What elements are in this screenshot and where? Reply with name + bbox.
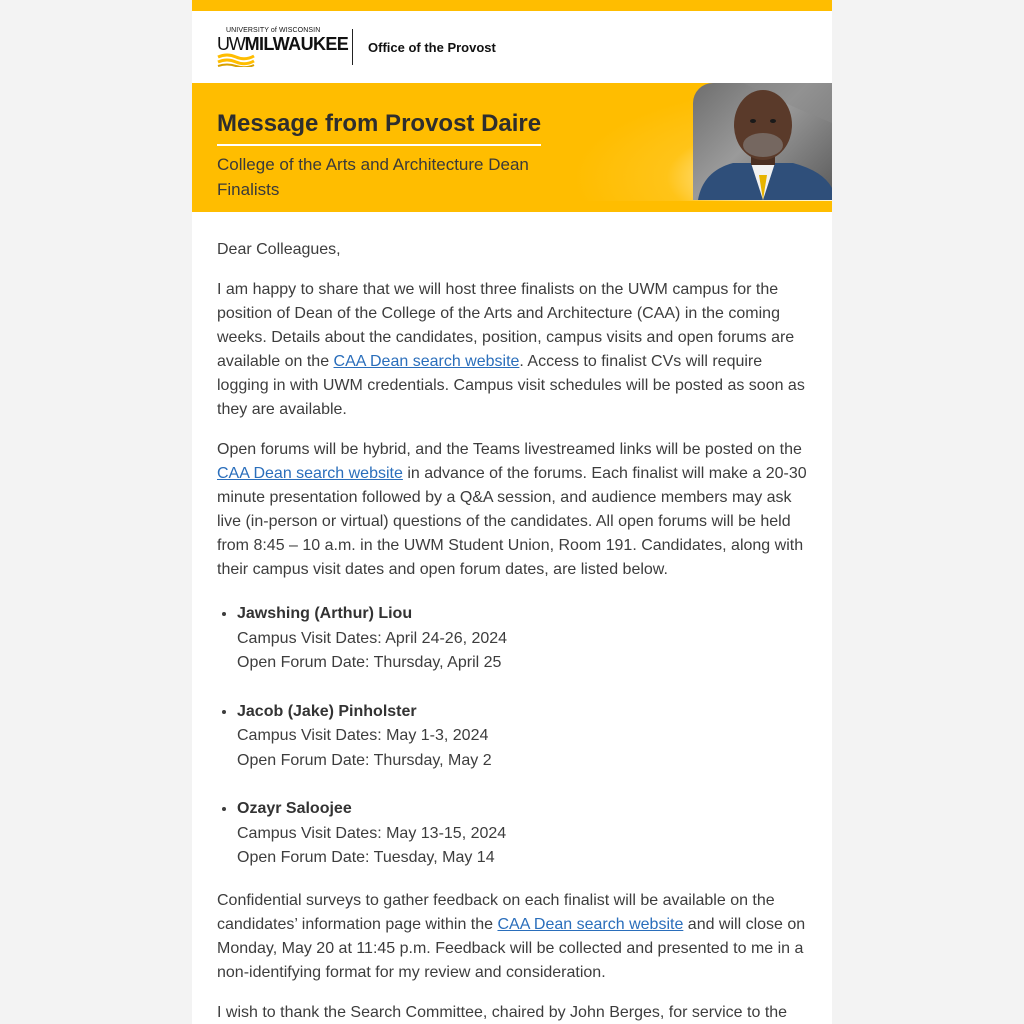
candidate-name: Jawshing (Arthur) Liou [237, 605, 413, 622]
banner-underline [217, 144, 541, 146]
caa-search-link[interactable]: CAA Dean search website [217, 465, 403, 482]
logo-wordmark: UWMILWAUKEE [217, 34, 349, 54]
candidate-list [237, 602, 807, 871]
email-body [192, 212, 832, 1024]
list-item [237, 797, 807, 871]
provost-portrait-icon [693, 83, 832, 200]
visit-dates: Campus Visit Dates: April 24-26, 2024 [237, 629, 508, 647]
visit-dates: Campus Visit Dates: May 13-15, 2024 [237, 824, 507, 842]
paragraph-surveys: Confidential surveys to gather feedback on each finalist will be available on the candidates’ information page within the CAA Dean search website and will close on Monday, May 20 at 11:45 p.m. Feedback will be collected and presented to me in a non-identifying format for my review and consideration. [217, 891, 806, 981]
uwm-logo[interactable] [217, 27, 349, 67]
logo-wave-icon [217, 53, 255, 67]
email-container [192, 0, 832, 1024]
banner-subtitle: College of the Arts and Architecture Dean Finalists [217, 155, 529, 199]
greeting: Dear Colleagues, [217, 241, 341, 258]
list-item [237, 700, 807, 774]
paragraph-intro: I am happy to share that we will host three finalists on the UWM campus for the position of Dean of the College of the Arts and Architecture (CAA) in the coming weeks. Details about the candidates, position, campus visits and open forums are available on the CAA Dean search website. Access to finalist CVs will require logging in with UWM credentials. Campus visit schedules will be posted as soon as they are available. [217, 281, 805, 418]
office-name: Office of the Provost [368, 39, 496, 55]
visit-dates: Campus Visit Dates: May 1-3, 2024 [237, 727, 489, 744]
banner-title: Message from Provost Daire [217, 110, 542, 137]
caa-search-link[interactable]: CAA Dean search website [333, 353, 520, 370]
email-header [192, 11, 832, 83]
paragraph-thanks: I wish to thank the Search Committee, chaired by John Berges, for service to the [217, 1003, 788, 1021]
logo-university-text: UNIVERSITY of WISCONSIN [226, 27, 321, 34]
forum-date: Open Forum Date: Thursday, April 25 [237, 654, 502, 671]
candidate-name: Ozayr Saloojee [237, 800, 352, 817]
caa-search-link[interactable]: CAA Dean search website [497, 915, 684, 933]
paragraph-forums: Open forums will be hybrid, and the Teams livestreamed links will be posted on the CAA Dean search website in advance of the forums. Each finalist will make a 20-30 minute presentation followed by a Q&A session, and audience members may ask live (in-person or virtual) questions of the candidates. All open forums will be held from 8:45 – 10 a.m. in the UWM Student Union, Room 191. Candidates, along with their campus visit dates and open forum dates, are listed below. [217, 441, 807, 578]
candidate-name: Jacob (Jake) Pinholster [237, 702, 417, 720]
forum-date: Open Forum Date: Tuesday, May 14 [237, 849, 495, 866]
list-item [237, 602, 807, 676]
header-divider [352, 29, 353, 65]
top-accent-bar [192, 0, 832, 11]
provost-photo [693, 83, 832, 200]
forum-date: Open Forum Date: Thursday, May 2 [237, 751, 492, 769]
hero-banner [192, 83, 832, 212]
